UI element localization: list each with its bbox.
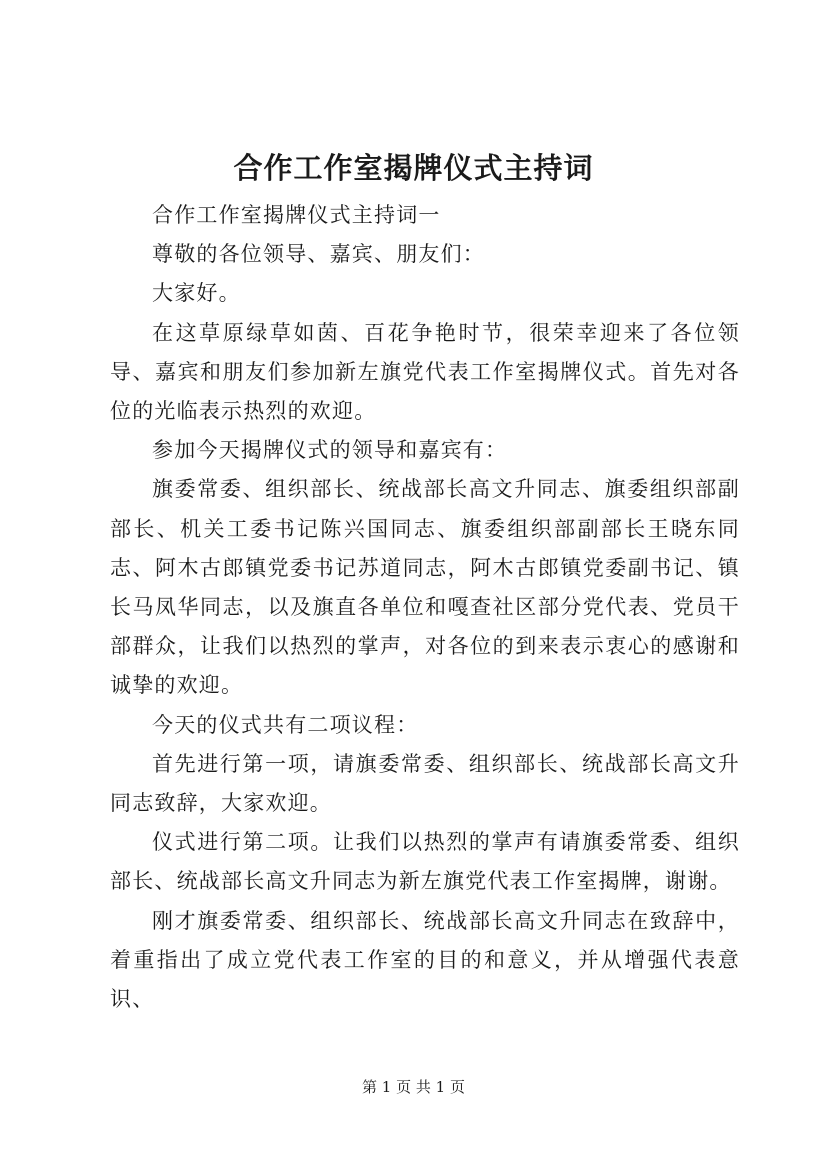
paragraph-agenda-item-2: 仪式进行第二项。让我们以热烈的掌声有请旗委常委、组织部长、统战部长高文升同志为新左旗党代表工作室揭牌，谢谢。	[110, 830, 740, 894]
paragraph-welcome: 在这草原绿草如茵、百花争艳时节，很荣幸迎来了各位领导、嘉宾和朋友们参加新左旗党代表工作室揭牌仪式。首先对各位的光临表示热烈的欢迎。	[110, 320, 740, 424]
paragraph-agenda-intro: 今天的仪式共有二项议程：	[152, 712, 419, 737]
page-number-footer: 第 1 页 共 1 页	[362, 1078, 465, 1096]
document-body	[110, 196, 740, 1019]
paragraph-attendees-intro: 参加今天揭牌仪式的领导和嘉宾有：	[152, 438, 508, 463]
paragraph-salutation: 尊敬的各位领导、嘉宾、朋友们：	[152, 242, 485, 267]
paragraph-agenda-item-1: 首先进行第一项，请旗委常委、组织部长、统战部长高文升同志致辞，大家欢迎。	[110, 751, 740, 816]
document-title: 合作工作室揭牌仪式主持词	[233, 151, 594, 185]
paragraph-summary: 刚才旗委常委、组织部长、统战部长高文升同志在致辞中，着重指出了成立党代表工作室的目的和意义，并从增强代表意识、	[110, 908, 740, 1012]
paragraph-attendees-list: 旗委常委、组织部长、统战部长高文升同志、旗委组织部副部长、机关工委书记陈兴国同志、旗委组织部副部长王晓东同志、阿木古郎镇党委书记苏道同志，阿木古郎镇党委副书记、镇长马凤华同志，以及旗直各单位和嘎查社区部分党代表、党员干部群众，让我们以热烈的掌声，对各位的到来表示衷心的感谢和诚挚的欢迎。	[110, 477, 740, 698]
paragraph-subtitle: 合作工作室揭牌仪式主持词一	[152, 203, 441, 227]
paragraph-greeting: 大家好。	[152, 281, 241, 306]
